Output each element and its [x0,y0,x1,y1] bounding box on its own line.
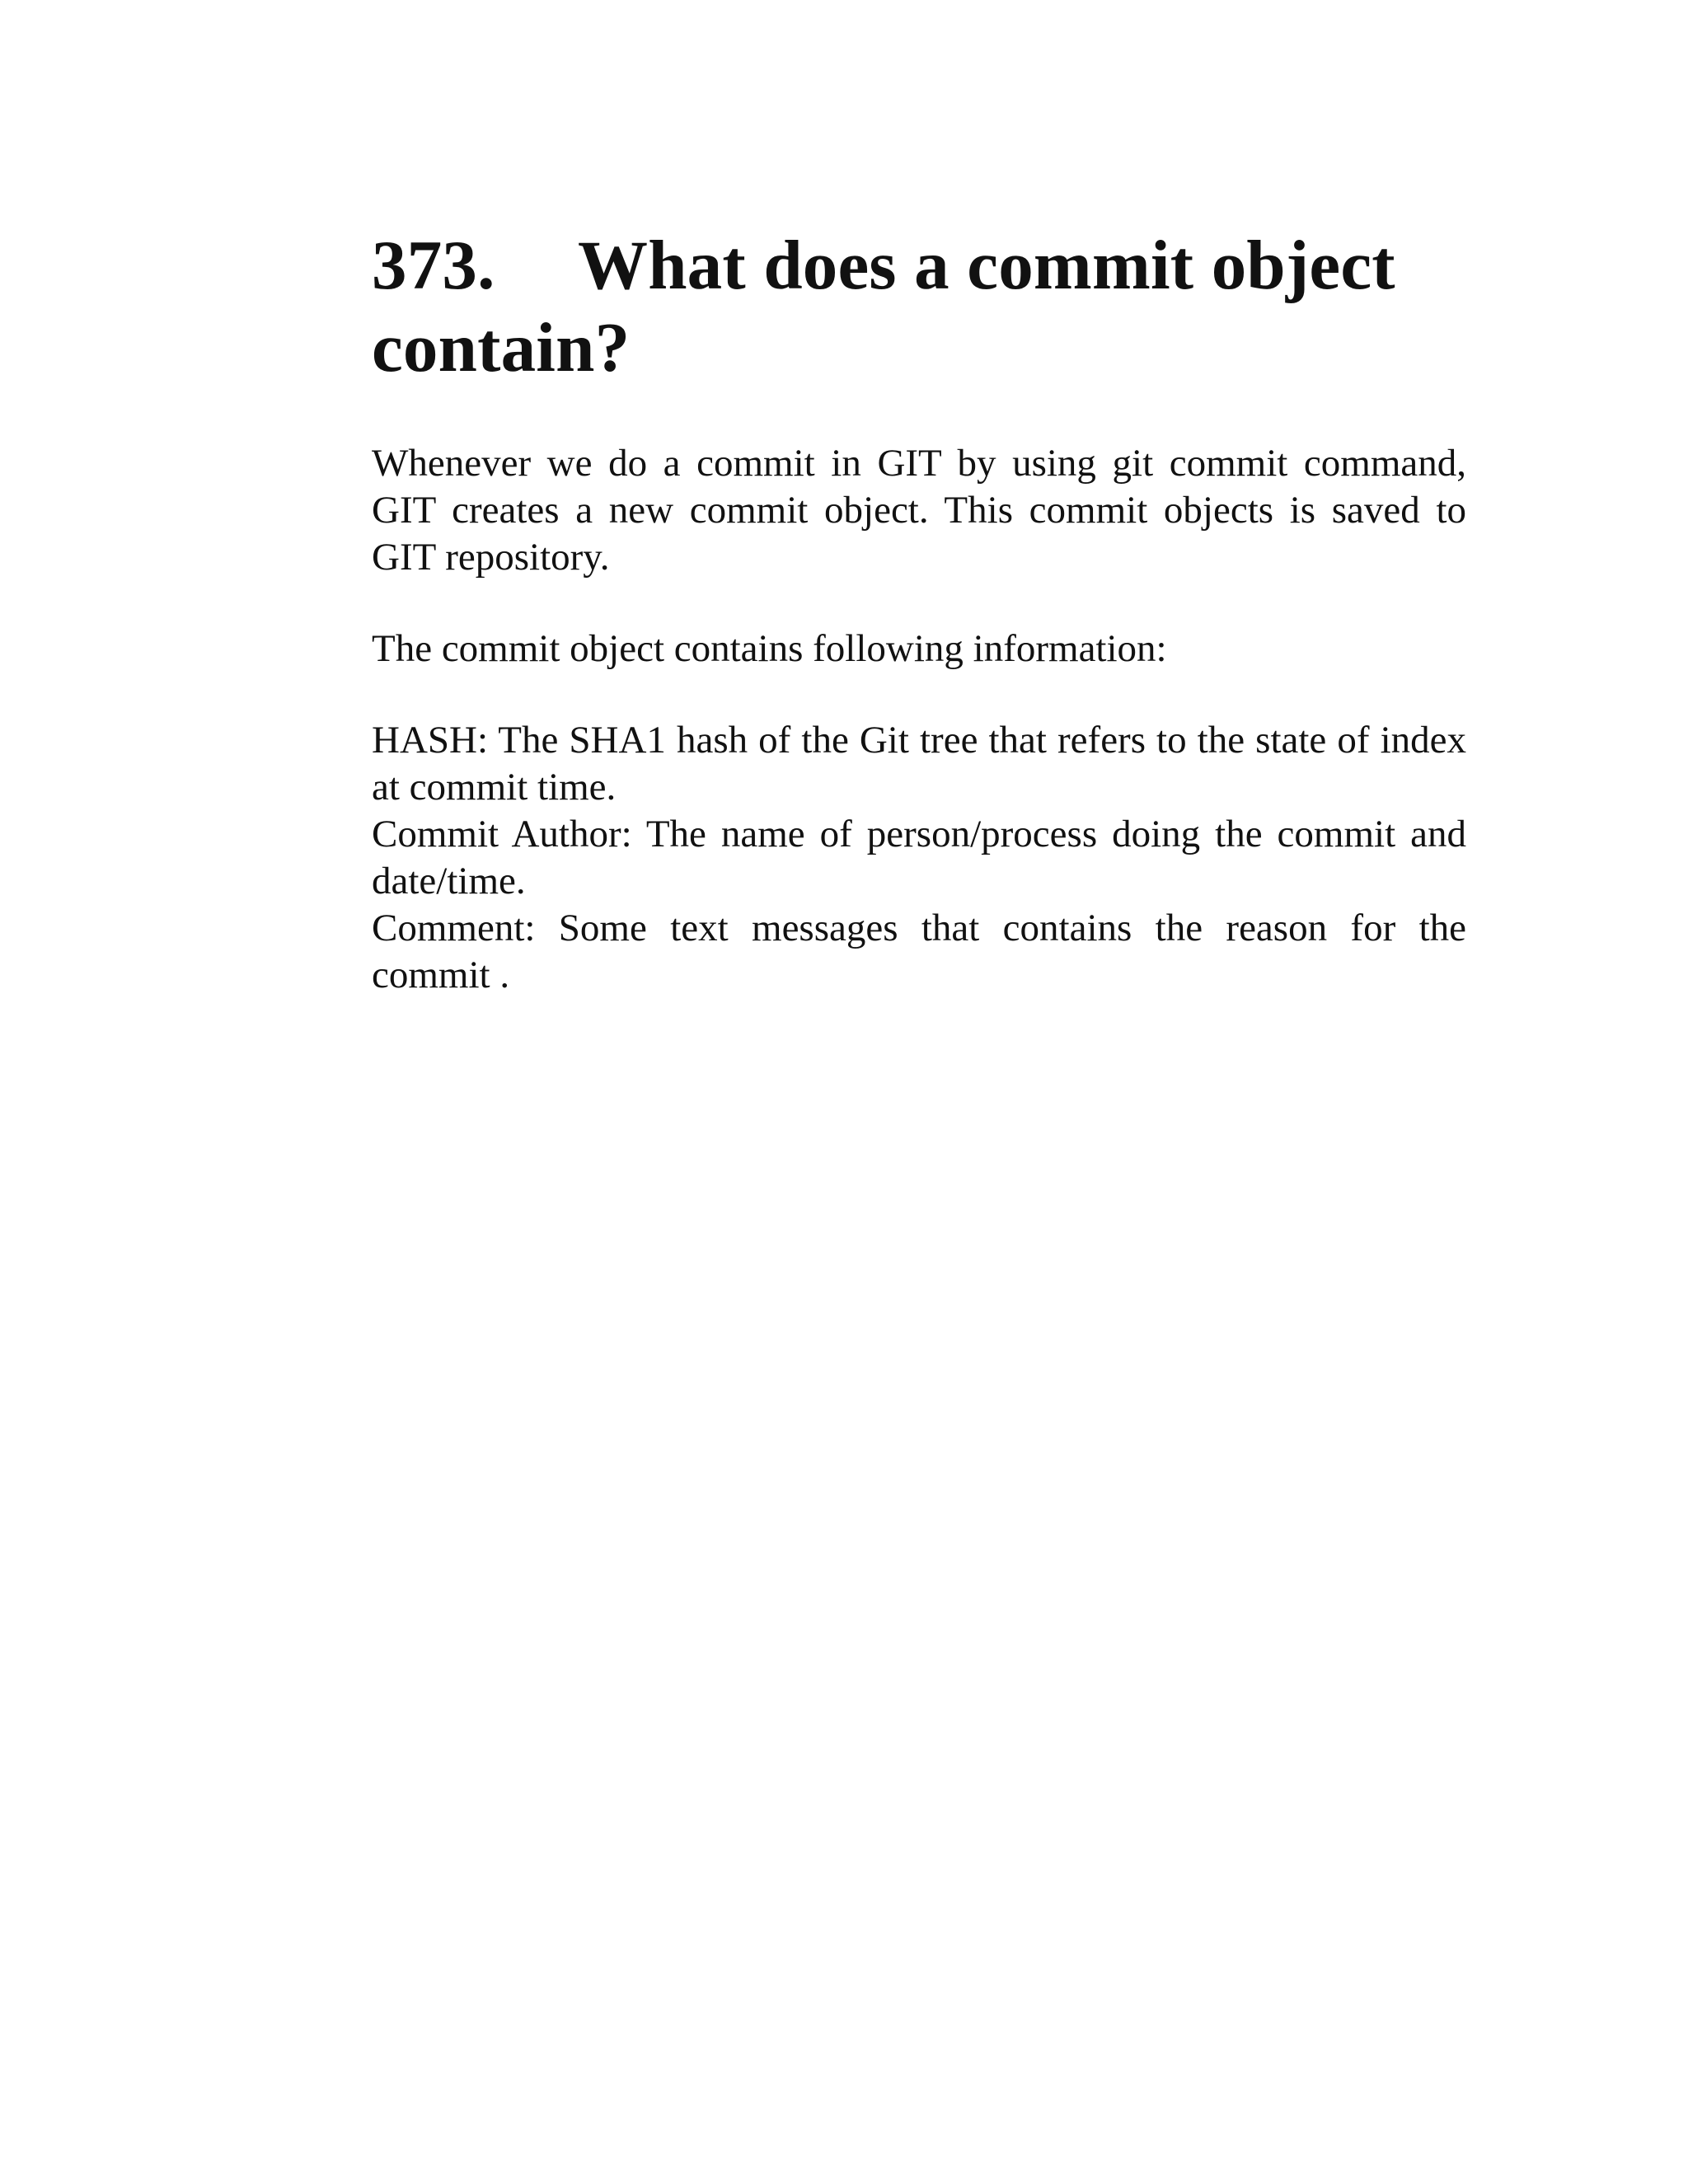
section-number: 373. [372,227,495,304]
lead-paragraph: The commit object contains following information: [372,627,1167,670]
section-heading [372,224,1466,389]
list-item-hash: HASH: The SHA1 hash of the Git tree that refers to the state of index at commit time. [372,719,1466,808]
section-title: What does a commit object contain? [372,227,1395,387]
page-content [372,224,1466,999]
intro-paragraph: Whenever we do a commit in GIT by using git commit command, GIT creates a new commit object. This commit objects is saved to GIT repository. [372,442,1466,579]
info-list [372,717,1466,999]
list-item-commit-author: Commit Author: The name of person/process doing the commit and date/time. [372,813,1466,902]
list-item-comment: Comment: Some text messages that contains the reason for the commit . [372,907,1466,996]
